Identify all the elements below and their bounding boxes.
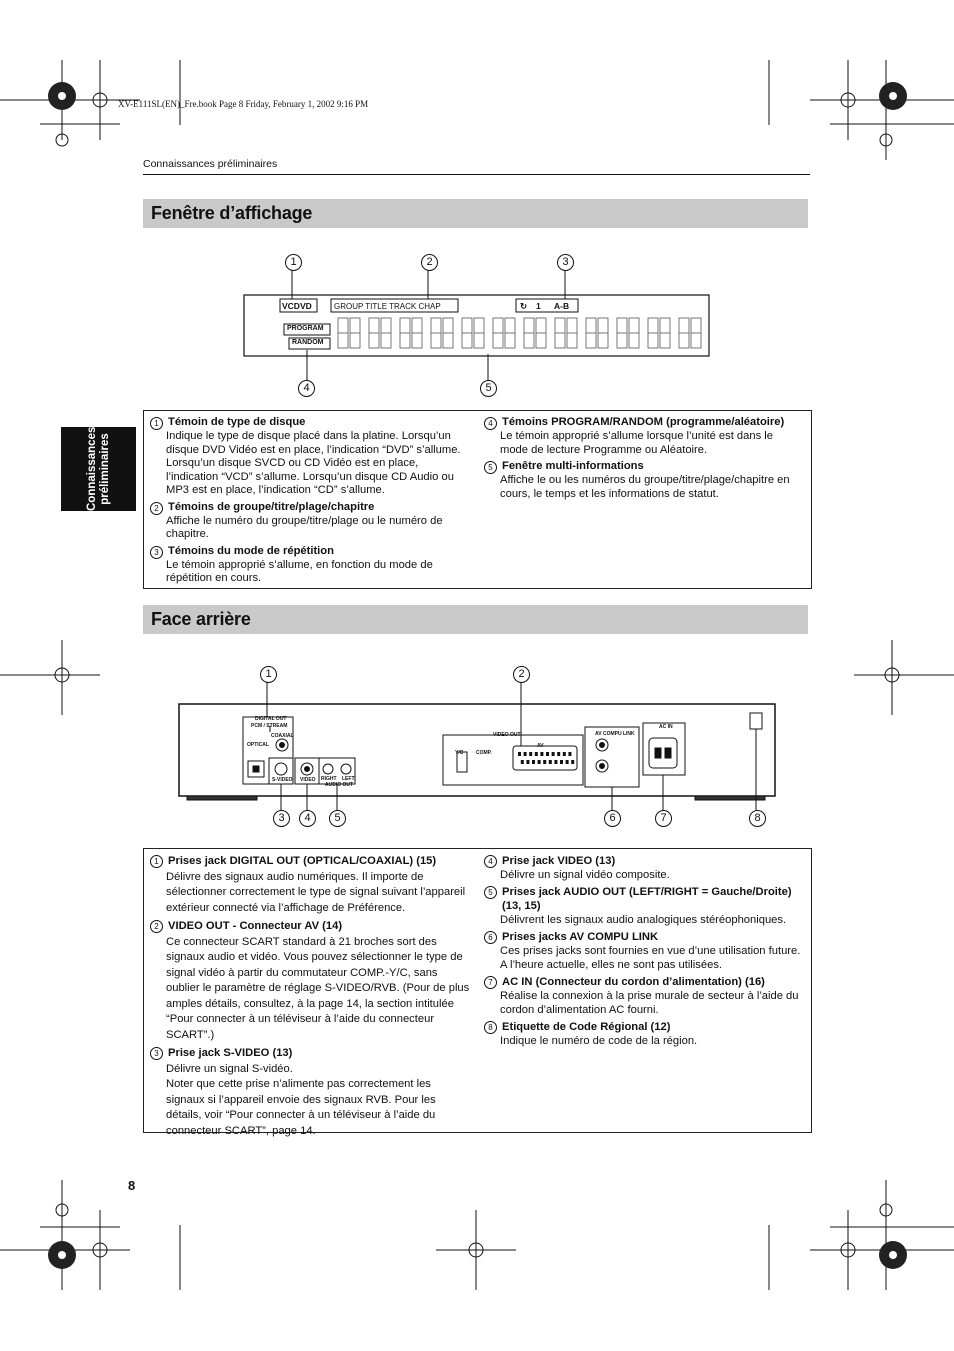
description-item bbox=[478, 975, 811, 1017]
section-header-rear bbox=[143, 605, 808, 634]
pcm-stream-label: PCM / STREAM bbox=[251, 723, 288, 729]
item-body: Ces prises jacks sont fournies en vue d’une utilisation future. A l’heure actuelle, elles ne sont pas utilisées. bbox=[500, 945, 801, 971]
item-number: 3 bbox=[150, 546, 163, 559]
callout-1: 1 bbox=[260, 666, 277, 683]
rear-items-right bbox=[478, 854, 811, 1051]
description-item bbox=[478, 854, 811, 882]
description-item bbox=[144, 416, 478, 498]
item-title: Témoins du mode de répétition bbox=[168, 544, 334, 557]
coaxial-label: COAXIAL bbox=[271, 733, 294, 739]
item-body: Délivre un signal vidéo composite. bbox=[500, 869, 670, 881]
av-label: AV bbox=[537, 743, 544, 749]
scart-pin bbox=[563, 752, 566, 756]
page-number: 8 bbox=[128, 1178, 136, 1193]
rear-panel-diagram bbox=[175, 660, 785, 830]
item-body: Indique le numéro de code de la région. bbox=[500, 1035, 698, 1047]
item-number: 7 bbox=[484, 976, 497, 989]
section-header-display bbox=[143, 199, 808, 228]
scart-pin bbox=[529, 752, 532, 756]
item-body: Délivre un signal S-vidéo. Noter que cette prise n’alimente pas correctement les signaux si l’appareil envoie des signaux RVB. Pour les détails, voir “Pour connecter à un téléviseur à l’aide du connecteur SCART”, page 14. bbox=[166, 1062, 436, 1137]
item-body: Délivre des signaux audio numériques. Il importe de sélectionner correctement le type de signal suivant l’appareil extérieur connecté via l’affichage de Préférence. bbox=[166, 870, 466, 914]
rear-items-left bbox=[144, 854, 478, 1142]
side-tab bbox=[61, 427, 136, 511]
scart-pin bbox=[560, 760, 563, 764]
display-descriptions bbox=[143, 410, 812, 589]
ac-in-label: AC IN bbox=[659, 724, 673, 730]
yc-label: Y/C bbox=[455, 750, 464, 756]
item-title: Prise jack VIDEO (13) bbox=[502, 855, 616, 867]
description-item bbox=[478, 416, 811, 457]
scart-pin bbox=[538, 760, 541, 764]
description-item bbox=[144, 919, 478, 1043]
section-title: Fenêtre d’affichage bbox=[151, 203, 313, 223]
item-number: 1 bbox=[150, 417, 163, 430]
item-number: 6 bbox=[484, 931, 497, 944]
scart-pin bbox=[549, 760, 552, 764]
description-item bbox=[144, 1046, 478, 1139]
item-body: Ce connecteur SCART standard à 21 broches sort des signaux audio et vidéo. Vous pouvez sélectionner le type de signal vidéo à partir du commutateur COMP.-Y/C, sans oublier le paramètre de réglage S-VIDEO/RVB. (Pour de plus amples détails, consultez, à la page 14, la section intitulée “Pour connecter à un téléviseur à l’aide du connecteur SCART”.) bbox=[166, 935, 470, 1041]
description-item bbox=[478, 460, 811, 501]
optical-label: OPTICAL bbox=[247, 742, 269, 748]
disc-indicator: VCDVD bbox=[282, 301, 312, 311]
scart-pin bbox=[552, 752, 555, 756]
item-body: Indique le type de disque placé dans la platine. Lorsqu’un disque DVD Vidéo est en place, l’indication “DVD” s’allume. Lorsqu’un disque SVCD ou CD Vidéo est en place, l’indication “VCD” s’allume. Lorsqu’un disque CD Audio ou MP3 est en place, l’indication “CD” s’allume. bbox=[166, 430, 461, 496]
scart-pin bbox=[543, 760, 546, 764]
scart-pin bbox=[568, 752, 571, 756]
item-body: Affiche le ou les numéros du groupe/titre/plage/chapitre en cours, le temps et les informations de statut. bbox=[500, 474, 790, 500]
section-title: Face arrière bbox=[151, 609, 251, 629]
callout-3: 3 bbox=[273, 810, 290, 827]
scart-pin bbox=[526, 760, 529, 764]
callout-5: 5 bbox=[329, 810, 346, 827]
item-number: 4 bbox=[484, 855, 497, 868]
scart-pin bbox=[546, 752, 549, 756]
rear-descriptions bbox=[143, 848, 812, 1137]
item-body: Le témoin approprié s’allume, en fonction du mode de répétition en cours. bbox=[166, 558, 433, 584]
print-header: XV-E111SL(EN)_Fre.book Page 8 Friday, February 1, 2002 9:16 PM bbox=[118, 99, 369, 109]
callout-2: 2 bbox=[421, 254, 438, 271]
callout-4: 4 bbox=[298, 380, 315, 397]
item-number: 1 bbox=[150, 855, 163, 868]
callout-5: 5 bbox=[480, 380, 497, 397]
item-title: Témoins PROGRAM/RANDOM (programme/aléatoire) bbox=[502, 416, 785, 428]
display-items-right bbox=[478, 416, 811, 504]
item-title: Fenêtre multi-informations bbox=[502, 460, 644, 472]
video-label: VIDEO bbox=[300, 777, 316, 783]
scart-pin bbox=[554, 760, 557, 764]
item-number: 5 bbox=[484, 886, 497, 899]
scart-pin bbox=[518, 752, 521, 756]
item-title: Témoins de groupe/titre/plage/chapitre bbox=[168, 500, 375, 513]
scart-pin bbox=[521, 760, 524, 764]
item-title: Prises jack AUDIO OUT (LEFT/RIGHT = Gauche/Droite) (13, 15) bbox=[502, 886, 792, 912]
item-body: Affiche le numéro du groupe/titre/plage ou le numéro de chapitre. bbox=[166, 514, 443, 540]
description-item bbox=[478, 930, 811, 972]
av-compu-link-label: AV COMPU LINK bbox=[595, 731, 635, 737]
description-item bbox=[478, 1020, 811, 1048]
digital-out-label: DIGITAL OUT bbox=[255, 716, 287, 722]
item-title: Prises jack DIGITAL OUT (OPTICAL/COAXIAL) (15) bbox=[168, 855, 437, 867]
callout-6: 6 bbox=[604, 810, 621, 827]
description-item bbox=[144, 854, 478, 916]
callout-2: 2 bbox=[513, 666, 530, 683]
item-number: 8 bbox=[484, 1021, 497, 1034]
scart-pin bbox=[557, 752, 560, 756]
item-body: Délivrent les signaux audio analogiques stéréophoniques. bbox=[500, 914, 787, 926]
left-label: LEFT bbox=[342, 776, 355, 782]
random-indicator: RANDOM bbox=[292, 339, 324, 346]
callout-8: 8 bbox=[749, 810, 766, 827]
audio-out-label: AUDIO OUT bbox=[325, 782, 354, 788]
scart-pin bbox=[524, 752, 527, 756]
item-body: Réalise la connexion à la prise murale de secteur à l’aide du cordon d’alimentation AC fourni. bbox=[500, 990, 799, 1016]
program-indicator: PROGRAM bbox=[287, 325, 324, 332]
item-number: 3 bbox=[150, 1047, 163, 1060]
display-window-diagram bbox=[240, 250, 715, 400]
side-tab-label: Connaissances préliminaires bbox=[85, 426, 111, 511]
item-number: 2 bbox=[150, 920, 163, 933]
item-title: Témoin de type de disque bbox=[168, 416, 306, 428]
scart-pin bbox=[566, 760, 569, 764]
callout-1: 1 bbox=[285, 254, 302, 271]
comp-label: COMP. bbox=[476, 750, 492, 756]
repeat-indicator: 1 bbox=[536, 301, 541, 311]
right-label: RIGHT bbox=[321, 776, 337, 782]
item-number: 4 bbox=[484, 417, 497, 430]
item-body: Le témoin approprié s’allume lorsque l’unité est dans le mode de lecture Programme ou Aléatoire. bbox=[500, 430, 774, 456]
callout-4: 4 bbox=[299, 810, 316, 827]
item-title: VIDEO OUT - Connecteur AV (14) bbox=[168, 920, 343, 932]
scart-pin bbox=[535, 752, 538, 756]
description-item bbox=[144, 501, 478, 542]
item-number: 2 bbox=[150, 502, 163, 515]
scart-pin bbox=[540, 752, 543, 756]
item-title: Etiquette de Code Régional (12) bbox=[502, 1021, 671, 1033]
item-title: Prises jacks AV COMPU LINK bbox=[502, 931, 659, 943]
item-title: AC IN (Connecteur du cordon d’alimentation) (16) bbox=[502, 976, 765, 988]
group-title-indicator: GROUP TITLE TRACK CHAP bbox=[334, 302, 441, 311]
s-video-label: S-VIDEO bbox=[272, 777, 293, 783]
repeat-icon: ↻ bbox=[520, 301, 528, 311]
callout-3: 3 bbox=[557, 254, 574, 271]
header-rule bbox=[143, 174, 810, 175]
description-item bbox=[478, 885, 811, 927]
breadcrumb: Connaissances préliminaires bbox=[143, 158, 278, 170]
callout-7: 7 bbox=[655, 810, 672, 827]
scart-pin bbox=[571, 760, 574, 764]
item-number: 5 bbox=[484, 461, 497, 474]
item-title: Prise jack S-VIDEO (13) bbox=[168, 1047, 293, 1059]
scart-pin bbox=[532, 760, 535, 764]
ab-indicator: A-B bbox=[554, 301, 570, 311]
display-items-left bbox=[144, 416, 478, 589]
video-out-label: VIDEO OUT bbox=[493, 732, 521, 738]
description-item bbox=[144, 545, 478, 586]
